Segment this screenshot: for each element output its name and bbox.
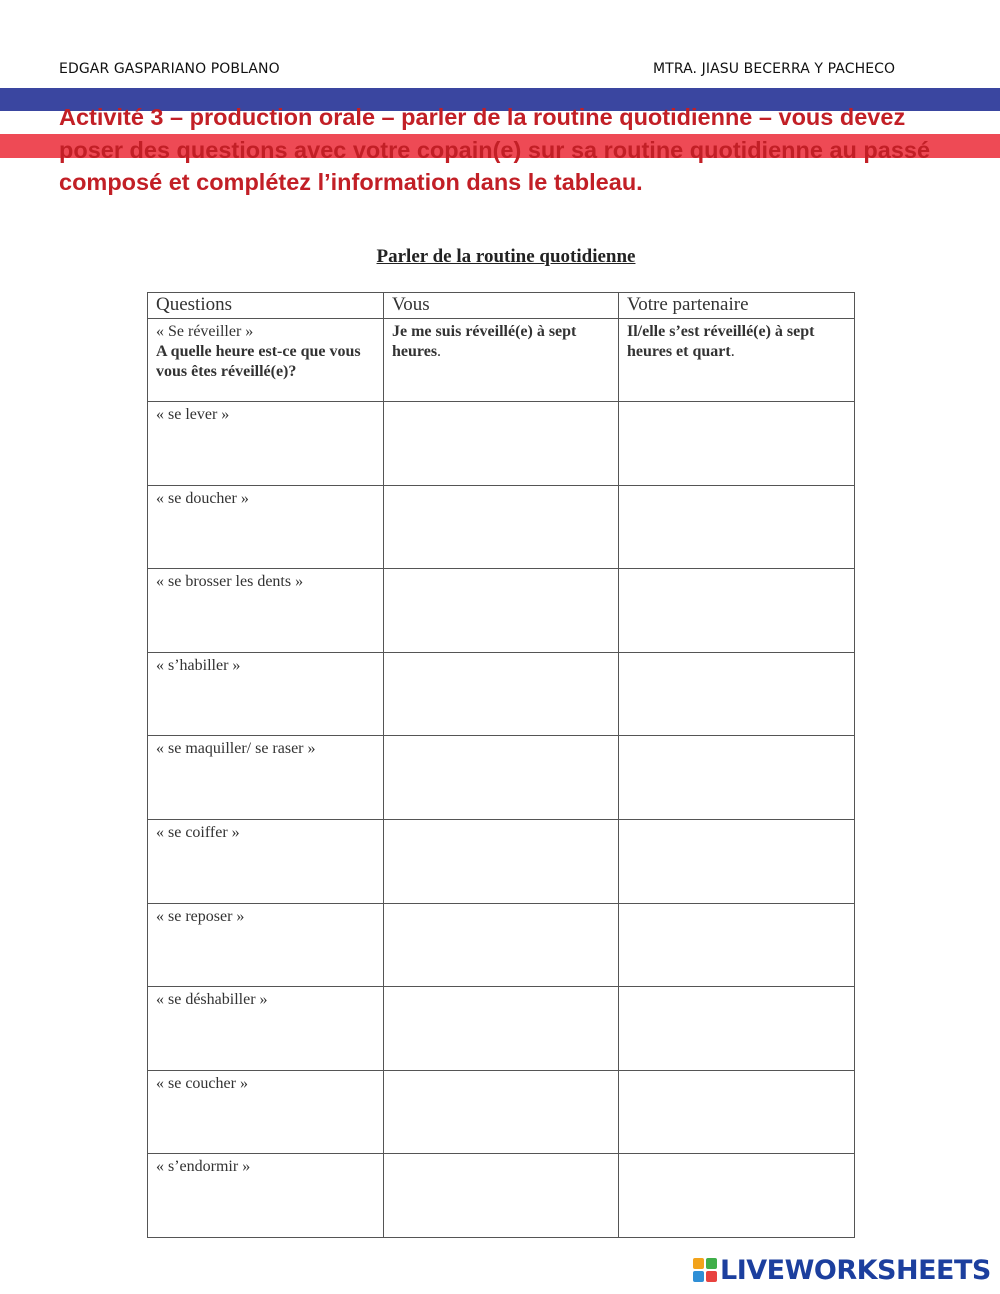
- partner-answer-cell[interactable]: [619, 903, 855, 987]
- table-row: [148, 1154, 855, 1238]
- question-cell: « se maquiller/ se raser »: [148, 736, 384, 820]
- table-row: [148, 819, 855, 903]
- question-cell: « s’endormir »: [148, 1154, 384, 1238]
- vous-answer-cell[interactable]: [384, 569, 619, 653]
- liveworksheets-logo-text: LIVEWORKSHEETS: [720, 1254, 991, 1286]
- student-name: EDGAR GASPARIANO POBLANO: [59, 61, 280, 77]
- vous-answer-cell[interactable]: [384, 903, 619, 987]
- partner-answer-cell[interactable]: [619, 1070, 855, 1154]
- vous-answer-cell[interactable]: [384, 819, 619, 903]
- partner-answer-cell[interactable]: [619, 1154, 855, 1238]
- column-header-vous: Vous: [384, 293, 619, 319]
- partner-answer-cell[interactable]: [619, 736, 855, 820]
- column-header-partenaire: Votre partenaire: [619, 293, 855, 319]
- vous-answer-cell[interactable]: [384, 652, 619, 736]
- table-row: [148, 987, 855, 1071]
- vous-answer-cell[interactable]: [384, 987, 619, 1071]
- example-question-cell: [148, 319, 384, 402]
- vous-answer-cell[interactable]: [384, 402, 619, 486]
- partner-answer-cell[interactable]: [619, 402, 855, 486]
- routine-table: [147, 292, 855, 1238]
- table-row: [148, 736, 855, 820]
- question-cell: « se brosser les dents »: [148, 569, 384, 653]
- table-title: Parler de la routine quotidienne: [376, 246, 636, 267]
- example-partner-cell: [619, 319, 855, 402]
- partner-answer-cell[interactable]: [619, 569, 855, 653]
- example-vous-period: .: [437, 343, 442, 360]
- question-cell: « se coucher »: [148, 1070, 384, 1154]
- table-header-row: [148, 293, 855, 319]
- example-partner-answer: Il/elle s’est réveillé(e) à sept heures et quart: [627, 323, 815, 360]
- example-vous-cell: [384, 319, 619, 402]
- table-row: [148, 402, 855, 486]
- table-row-example: [148, 319, 855, 402]
- example-partner-period: .: [730, 343, 735, 360]
- table-row: [148, 652, 855, 736]
- question-cell: « se déshabiller »: [148, 987, 384, 1071]
- activity-instructions: Activité 3 – production orale – parler de la routine quotidienne – vous devez poser des questions avec votre copain(e) sur sa routine quotidienne au passé composé et complétez l’information dans le tableau.: [59, 104, 931, 195]
- question-cell: « se coiffer »: [148, 819, 384, 903]
- example-verb: « Se réveiller »: [156, 323, 254, 340]
- liveworksheets-logo-icon: [692, 1257, 718, 1283]
- liveworksheets-logo: [692, 1255, 991, 1285]
- table-row: [148, 569, 855, 653]
- question-cell: « se reposer »: [148, 903, 384, 987]
- partner-answer-cell[interactable]: [619, 987, 855, 1071]
- teacher-name: MTRA. JIASU BECERRA Y PACHECO: [653, 61, 896, 77]
- vous-answer-cell[interactable]: [384, 736, 619, 820]
- example-question: A quelle heure est-ce que vous vous êtes réveillé(e)?: [156, 343, 361, 380]
- table-row: [148, 1070, 855, 1154]
- vous-answer-cell[interactable]: [384, 1070, 619, 1154]
- example-vous-answer: Je me suis réveillé(e) à sept heures: [392, 323, 577, 360]
- table-row: [148, 485, 855, 569]
- partner-answer-cell[interactable]: [619, 652, 855, 736]
- column-header-questions: Questions: [148, 293, 384, 319]
- partner-answer-cell[interactable]: [619, 485, 855, 569]
- question-cell: « se doucher »: [148, 485, 384, 569]
- table-row: [148, 903, 855, 987]
- question-cell: « se lever »: [148, 402, 384, 486]
- vous-answer-cell[interactable]: [384, 1154, 619, 1238]
- partner-answer-cell[interactable]: [619, 819, 855, 903]
- vous-answer-cell[interactable]: [384, 485, 619, 569]
- question-cell: « s’habiller »: [148, 652, 384, 736]
